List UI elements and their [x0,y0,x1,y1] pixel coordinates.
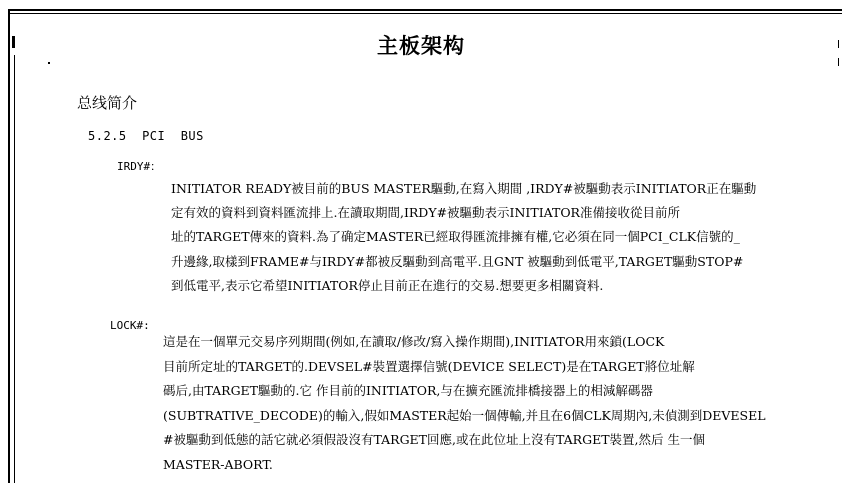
irdy-line: 升邊緣,取樣到FRAME#与IRDY#都被反驅動到高電平.且GNT 被驅動到低電平,TARGET驅動STOP# [171,253,744,269]
irdy-line: 定有效的資料到資料匯流排上.在讀取期間,IRDY#被驅動表示INITIATOR准備接收從目前所 [171,205,680,221]
irdy-line: 到低電平,表示它希望INITIATOR停止目前正在進行的交易.想要更多相關資料. [171,277,604,293]
page-border-top [8,9,842,11]
lock-line: (SUBTRATIVE_DECODE)的輸入,假如MASTER起始一個傳輸,并且在6個CLK周期內,未偵測到DEVESEL [163,407,766,423]
section-heading: 总线简介 [77,94,138,112]
lock-line: MASTER-ABORT. [163,456,273,472]
lock-description [163,330,766,478]
page-border-left [8,9,10,483]
irdy-line: INITIATOR READY被目前的BUS MASTER驅動,在寫入期間 ,IRDY#被驅動表示INITIATOR正在驅動 [171,181,757,196]
irdy-line: 址的TARGET傳來的資料.為了确定MASTER已經取得匯流排擁有權,它必須在同一個PCI_CLK信號的_ [171,229,740,245]
lock-line: 碼后,由TARGET驅動的.它 作目前的INITIATOR,与在擴充匯流排橋接器上的相減解碼器 [163,383,653,399]
page-title: 主板架构 [377,34,465,58]
lock-line: 這是在一個單元交易序列期間(例如,在讀取/修改/寫入操作期間),INITIATOR用來鎖(LOCK [163,334,665,349]
margin-dot [48,62,50,64]
page-border-left-inner [14,55,15,483]
lock-line: 目前所定址的TARGET的.DEVSEL#裝置選擇信號(DEVICE SELECT)是在TARGET將位址解 [163,358,695,374]
irdy-signal-label: IRDY#： [117,160,162,173]
page-border-top-inner [8,13,842,14]
lock-signal-label: LOCK#: [110,319,150,332]
irdy-description [171,177,756,298]
lock-line: #被驅動到低態的話它就必須假設沒有TARGET回應,或在此位址上沒有TARGET裝置,然后 生一個 [163,432,705,448]
subsection-heading: 5.2.5 PCI BUS [88,129,204,143]
